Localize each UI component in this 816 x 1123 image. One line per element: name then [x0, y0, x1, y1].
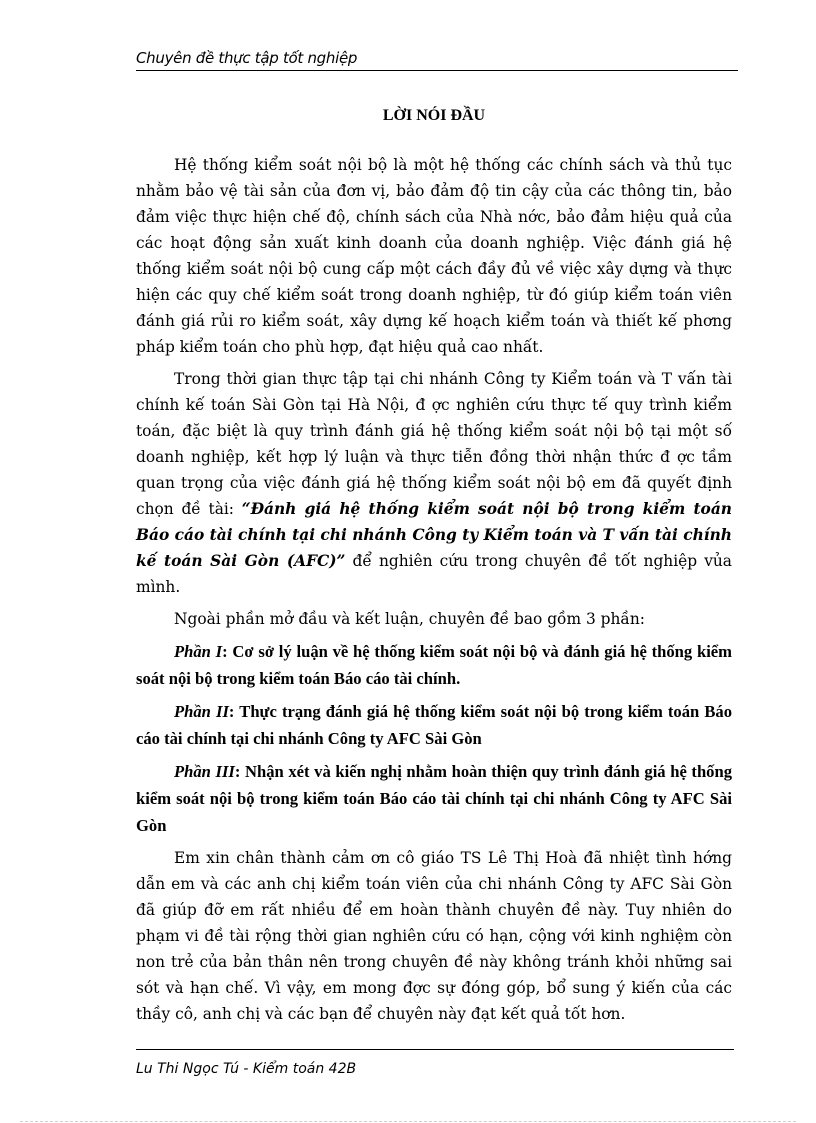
page-title: LỜI NÓI ĐẦU: [382, 107, 486, 124]
document-body: [136, 152, 732, 1033]
paragraph-internship: [136, 366, 732, 600]
footer-divider: [136, 1049, 734, 1050]
paragraph-acknowledgement: Em xin chân thành cảm ơn cô giáo TS Lê Thị Hoà đã nhiệt tình hớng dẫn em và các anh chị kiểm toán viên của chi nhánh Công ty AFC Sài Gòn đã giúp đỡ em rất nhiều để em hoàn thành chuyên đề này. Tuy nhiên do phạm vi đề tài rộng thời gian nghiên cứu có hạn, cộng với kinh nghiệm còn non trẻ của bản thân nên trong chuyên đề này không tránh khỏi những sai sót và hạn chế. Vì vậy, em mong đợc sự đóng góp, bổ sung ý kiến của các thầy cô, anh chị và các bạn để chuyên này đạt kết quả tốt hơn.: [136, 849, 732, 1023]
running-header: Chuyên đề thực tập tốt nghiệp: [136, 49, 358, 67]
paragraph-intro: Hệ thống kiểm soát nội bộ là một hệ thống các chính sách và thủ tục nhằm bảo vệ tài sản của đơn vị, bảo đảm độ tin cậy của các thông tin, bảo đảm việc thực hiện chế độ, chính sách của Nhà nớc, bảo đảm hiệu quả của các hoạt động sản xuất kinh doanh của doanh nghiệp. Việc đánh giá hệ thống kiểm soát nội bộ cung cấp một cách đầy đủ về việc xây dựng và thực hiện các quy chế kiểm soát trong doanh nghiệp, từ đó giúp kiểm toán viên đánh giá rủi ro kiểm soát, xây dựng kế hoạch kiểm toán và thiết kế phơng pháp kiểm toán cho phù hợp, đạt hiệu quả cao nhất.: [136, 156, 732, 356]
part-1: [136, 638, 732, 692]
header-divider: [136, 70, 738, 71]
page-bottom-edge: [20, 1121, 796, 1122]
running-footer: Lu Thi Ngọc Tú - Kiểm toán 42B: [136, 1061, 357, 1077]
part-3: [136, 758, 732, 839]
part-3-label: Phần III: [174, 762, 235, 781]
paragraph-structure: Ngoài phần mở đầu và kết luận, chuyên đề bao gồm 3 phần:: [174, 610, 645, 628]
thesis-topic: “Đánh giá hệ thống kiểm soát nội bộ trong kiểm toán Báo cáo tài chính tại chi nhánh Công ty Kiểm toán và T vấn tài chính kế toán Sài Gòn (AFC)”: [136, 500, 732, 570]
part-2-label: Phần II: [174, 702, 229, 721]
part-2-text: : Thực trạng đánh giá hệ thống kiểm soát nội bộ trong kiểm toán Báo cáo tài chính tại chi nhánh Công ty AFC Sài Gòn: [136, 702, 732, 748]
part-1-label: Phần I: [174, 642, 223, 661]
paragraph-internship-text: Trong thời gian thực tập tại chi nhánh Công ty Kiểm toán và T vấn tài chính kế toán Sài Gòn tại Hà Nội, đ ợc nghiên cứu thực tế quy trình kiểm toán, đặc biệt là quy trình đánh giá hệ thống kiểm soát nội bộ tại một số doanh nghiệp, kết hợp lý luận và thực tiễn đồng thời nhận thức đ ợc tầm quan trọng của việc đánh giá hệ thống kiểm soát nội bộ em đã quyết định chọn đề tài:: [136, 370, 732, 518]
part-2: [136, 698, 732, 752]
paragraph-internship-end: để nghiên cứu trong chuyên đề tốt nghiệp vủa mình.: [136, 552, 732, 596]
part-1-text: : Cơ sở lý luận về hệ thống kiểm soát nội bộ và đánh giá hệ thống kiểm soát nội bộ trong kiểm toán Báo cáo tài chính.: [136, 642, 732, 688]
part-3-text-tail: nhánh Công ty AFC Sài Gòn: [136, 789, 733, 835]
part-3-text: : Nhận xét và kiến nghị nhằm hoàn thiện quy trình đánh giá hệ thống kiểm soát nội bộ trong kiểm toán Báo cáo tài chính tại chi: [136, 762, 733, 808]
